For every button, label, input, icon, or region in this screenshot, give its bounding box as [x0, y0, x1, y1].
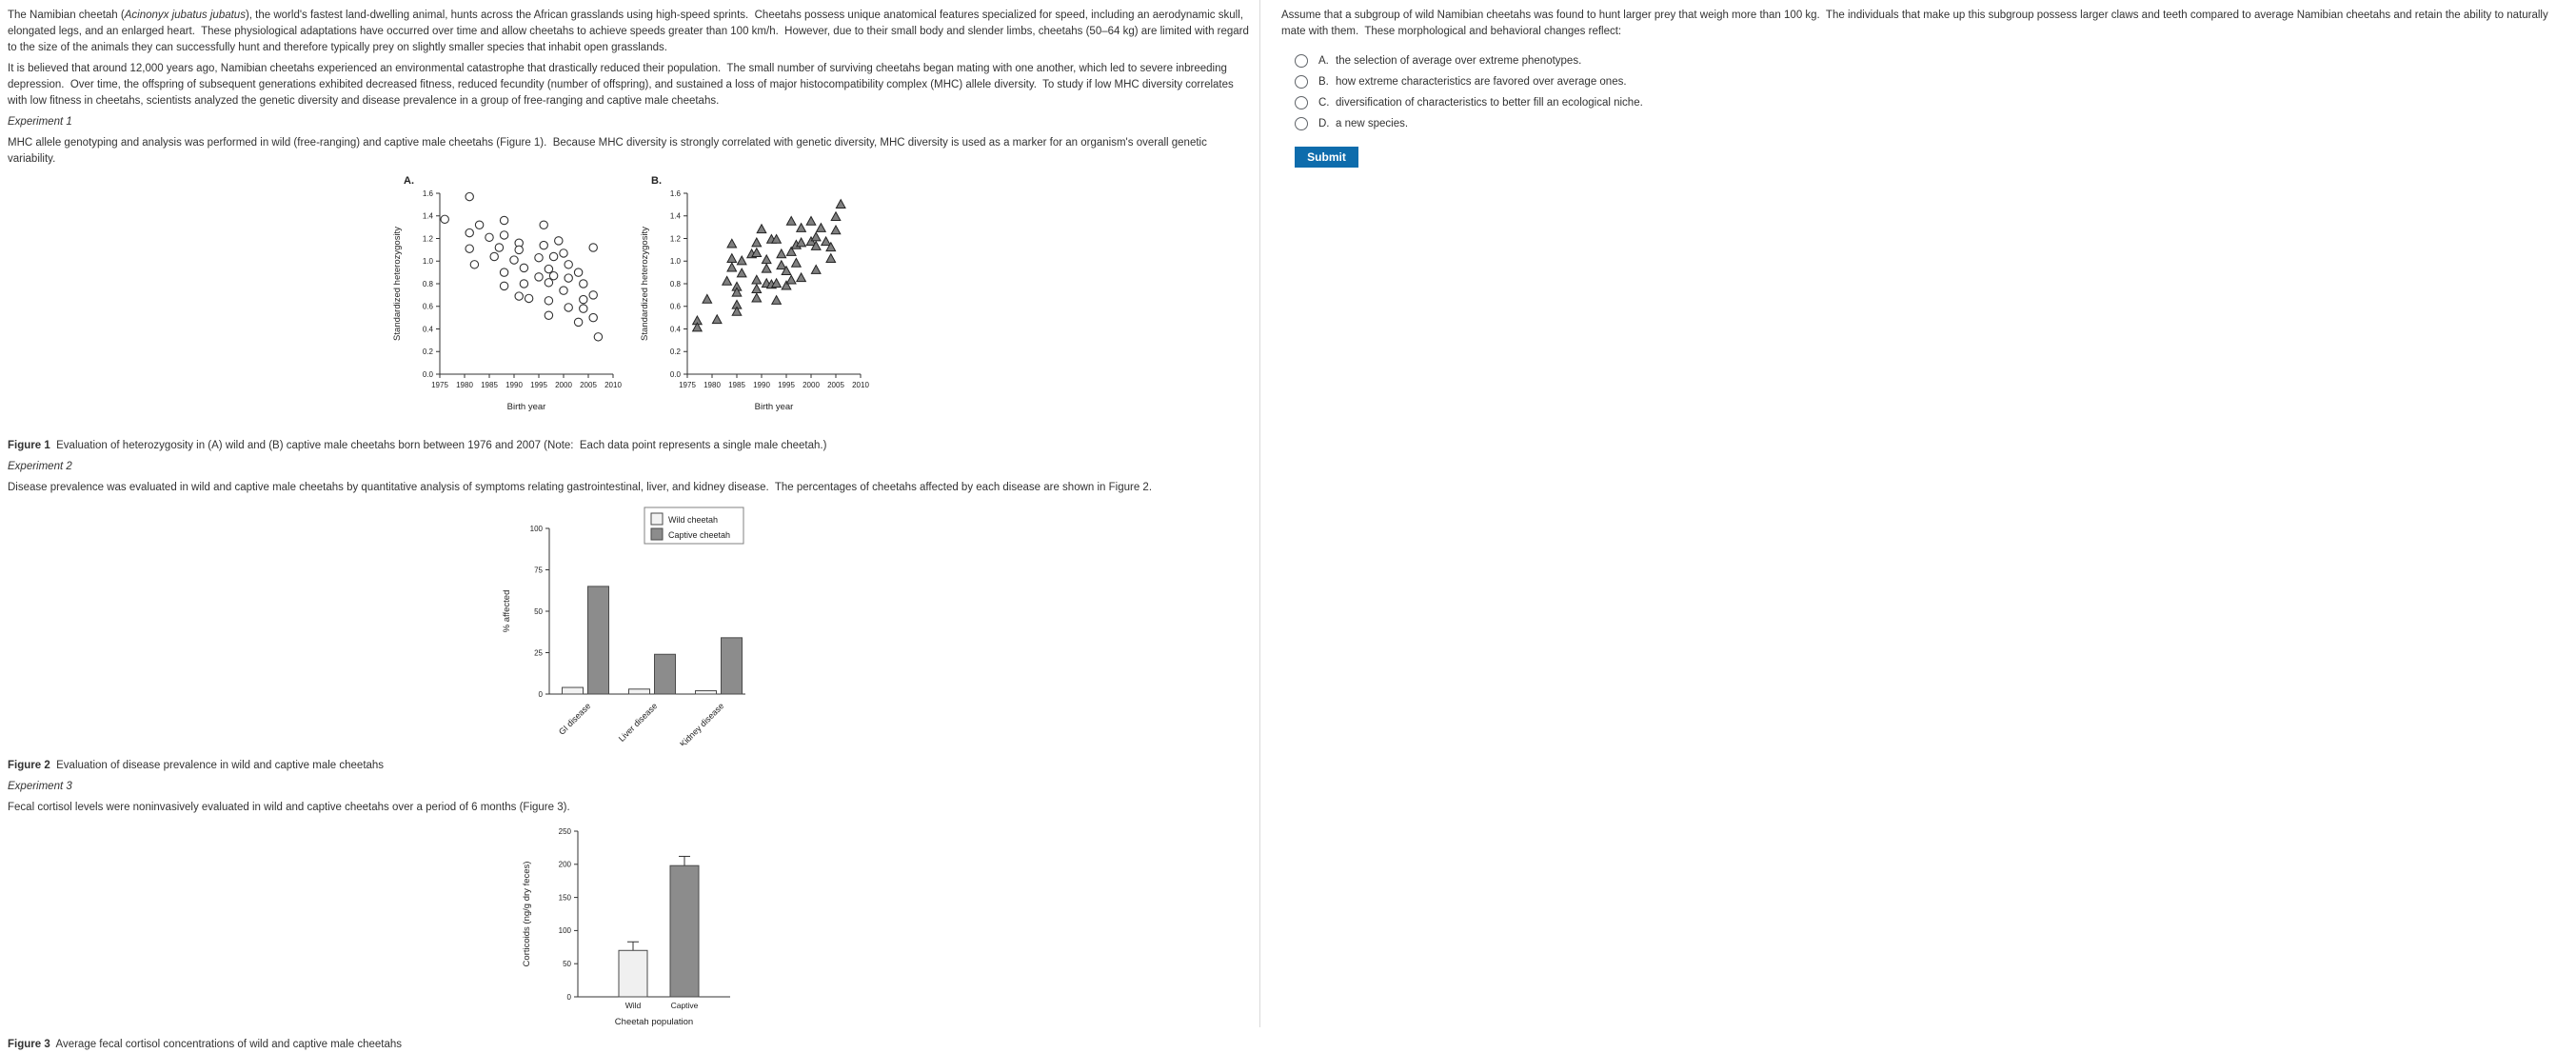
svg-text:0.6: 0.6: [422, 302, 433, 311]
svg-text:1975: 1975: [430, 381, 448, 389]
experiment-3-label: Experiment 3: [8, 781, 72, 792]
svg-text:1985: 1985: [480, 381, 498, 389]
option-d-radio[interactable]: [1295, 117, 1308, 130]
svg-text:1990: 1990: [752, 381, 770, 389]
svg-text:2010: 2010: [604, 381, 622, 389]
svg-text:2000: 2000: [802, 381, 820, 389]
figure-3-caption-text: Average fecal cortisol concentrations of wild and captive male cheetahs: [50, 1039, 403, 1050]
option-c-radio[interactable]: [1295, 96, 1308, 109]
svg-text:0: 0: [538, 689, 543, 699]
svg-text:Kidney disease: Kidney disease: [677, 701, 725, 745]
figure-1: [8, 172, 1250, 419]
svg-text:Birth year: Birth year: [506, 402, 545, 412]
svg-text:0.0: 0.0: [422, 369, 433, 379]
svg-text:1.4: 1.4: [422, 211, 433, 221]
svg-text:Wild: Wild: [624, 1001, 642, 1010]
passage-panel: [0, 0, 1260, 1050]
figure3-bar-chart: [517, 824, 741, 1032]
svg-text:1975: 1975: [678, 381, 696, 389]
figure-2-caption: [8, 758, 1250, 774]
svg-text:0.8: 0.8: [669, 279, 681, 288]
svg-text:1980: 1980: [455, 381, 473, 389]
svg-text:Liver disease: Liver disease: [616, 701, 659, 744]
figure-1-caption-label: Figure 1: [8, 440, 50, 451]
passage-paragraph-2: It is believed that around 12,000 years ago, Namibian cheetahs experienced an environmental catastrophe that drastically reduced their population. The small number of surviving cheetahs began mating with one another, which led to severe inbreeding depression. Over time, the offspring of subsequent generations exhibited decreased fitness, reduced fecundity (number of offspring), and sustained a loss of major histocompatibility complex (MHC) allele diversity. To study if low MHC diversity correlates with low fitness in cheetahs, scientists analyzed the genetic diversity and disease prevalence in a group of free-ranging and captive male cheetahs.: [8, 63, 1237, 107]
svg-text:1.2: 1.2: [422, 234, 433, 244]
svg-text:Captive cheetah: Captive cheetah: [667, 530, 730, 540]
submit-button[interactable]: Submit: [1295, 147, 1358, 168]
passage-p1-after: ), the world's fastest land-dwelling animal, hunts across the African grasslands using high-speed sprints. Cheetahs possess unique anatomical features specialized for speed, including an aerodynamic skull, elongated legs, and an enlarged heart. These physiological adaptations have occurred over time and allow cheetahs to achieve speeds greater than 100 km/h. However, due to their small body and slender limbs, cheetahs (50–64 kg) are limited with regard to the size of the animals they can successfully hunt and therefore typically prey on slightly smaller species that inhabit open grasslands.: [8, 10, 1253, 53]
figure-3-caption-label: Figure 3: [8, 1039, 50, 1050]
svg-text:0.4: 0.4: [669, 325, 681, 334]
svg-text:1990: 1990: [505, 381, 523, 389]
figure1-panel-b-scatter-chart: [636, 172, 870, 419]
svg-text:Standardized heterozygosity: Standardized heterozygosity: [639, 227, 650, 341]
figure-2: [8, 506, 1250, 750]
option-a-letter: A.: [1318, 54, 1329, 67]
question-text: Assume that a subgroup of wild Namibian cheetahs was found to hunt larger prey that weigh more than 100 kg. The individuals that make up this subgroup possess larger claws and teeth compared to average Namibian cheetahs and retain the ability to naturally mate with them. These morphological and behavioral changes reflect:: [1281, 10, 2551, 38]
figure1-panel-a-scatter-chart: [388, 172, 623, 419]
svg-text:Corticoids (ng/g dry feces): Corticoids (ng/g dry feces): [522, 861, 532, 967]
svg-text:150: 150: [558, 893, 571, 903]
svg-text:2010: 2010: [851, 381, 869, 389]
svg-text:1985: 1985: [727, 381, 745, 389]
question-panel: [1261, 0, 2576, 1027]
svg-text:100: 100: [529, 524, 543, 533]
option-c: [1295, 96, 2570, 109]
svg-text:0.8: 0.8: [422, 279, 433, 288]
svg-text:0.4: 0.4: [422, 325, 433, 334]
svg-text:Cheetah population: Cheetah population: [614, 1017, 694, 1027]
svg-text:1995: 1995: [777, 381, 795, 389]
svg-text:1.2: 1.2: [669, 234, 681, 244]
experiment-2-label: Experiment 2: [8, 461, 72, 472]
svg-text:2005: 2005: [826, 381, 844, 389]
svg-text:0.2: 0.2: [422, 348, 433, 357]
svg-text:2005: 2005: [579, 381, 597, 389]
passage-paragraph-4: Disease prevalence was evaluated in wild and captive male cheetahs by quantitative analysis of symptoms relating gastrointestinal, liver, and kidney disease. The percentages of cheetahs affected by each disease are shown in Figure 2.: [8, 482, 1153, 493]
svg-text:A.: A.: [403, 175, 414, 187]
option-d: [1295, 117, 2570, 130]
option-a-text: the selection of average over extreme phenotypes.: [1336, 54, 1582, 67]
option-c-text: diversification of characteristics to better fill an ecological niche.: [1336, 96, 1643, 109]
svg-text:200: 200: [558, 860, 571, 869]
figure-2-caption-label: Figure 2: [8, 760, 50, 771]
svg-text:0.6: 0.6: [669, 302, 681, 311]
svg-text:2000: 2000: [554, 381, 572, 389]
option-a: [1295, 54, 2570, 68]
figure-2-caption-text: Evaluation of disease prevalence in wild and captive male cheetahs: [50, 760, 385, 771]
svg-text:50: 50: [563, 960, 571, 968]
svg-text:1980: 1980: [703, 381, 721, 389]
svg-text:Captive: Captive: [670, 1001, 699, 1010]
svg-text:1.0: 1.0: [669, 257, 681, 267]
svg-text:0: 0: [566, 992, 571, 1002]
option-b-text: how extreme characteristics are favored over average ones.: [1336, 75, 1627, 88]
option-c-letter: C.: [1318, 96, 1330, 109]
passage-paragraph-5: Fecal cortisol levels were noninvasively evaluated in wild and captive cheetahs over a period of 6 months (Figure 3).: [8, 802, 570, 813]
svg-text:75: 75: [533, 566, 543, 575]
option-d-letter: D.: [1318, 117, 1330, 129]
svg-text:1.0: 1.0: [422, 257, 433, 267]
option-b: [1295, 75, 2570, 89]
option-d-text: a new species.: [1336, 117, 1409, 129]
svg-text:Wild cheetah: Wild cheetah: [667, 515, 718, 525]
svg-text:1995: 1995: [529, 381, 547, 389]
figure-1-caption-text: Evaluation of heterozygosity in (A) wild and (B) captive male cheetahs born between 1976 and 2007 (Note: Each data point represents a single male cheetah.): [50, 440, 827, 451]
option-a-radio[interactable]: [1295, 54, 1308, 68]
passage-paragraph-1: [8, 8, 1253, 56]
svg-text:0.2: 0.2: [669, 348, 681, 357]
option-b-letter: B.: [1318, 75, 1329, 88]
passage-p1-before: The Namibian cheetah (: [8, 10, 125, 21]
svg-text:1.6: 1.6: [422, 189, 433, 198]
svg-text:1.6: 1.6: [669, 189, 681, 198]
svg-text:100: 100: [558, 926, 571, 936]
experiment-1-label: Experiment 1: [8, 116, 72, 128]
svg-text:GI disease: GI disease: [556, 701, 592, 737]
figure-3-caption: [8, 1037, 1250, 1053]
svg-text:Birth year: Birth year: [754, 402, 793, 412]
species-name: Acinonyx jubatus jubatus: [124, 10, 246, 21]
figure-3: [8, 824, 1250, 1032]
svg-text:250: 250: [558, 826, 571, 836]
svg-text:% affected: % affected: [501, 589, 512, 633]
svg-text:Standardized heterozygosity: Standardized heterozygosity: [391, 227, 403, 341]
svg-text:1.4: 1.4: [669, 211, 681, 221]
svg-text:50: 50: [533, 606, 543, 616]
option-b-radio[interactable]: [1295, 75, 1308, 89]
passage-paragraph-3: MHC allele genotyping and analysis was performed in wild (free-ranging) and captive male cheetahs (Figure 1). Because MHC diversity is strongly correlated with genetic diversity, MHC diversity is used as a marker for an organism's overall genetic variability.: [8, 137, 1211, 165]
svg-text:0.0: 0.0: [669, 369, 681, 379]
figure2-bar-chart: [496, 506, 763, 750]
svg-text:25: 25: [533, 648, 543, 658]
figure-1-caption: [8, 438, 1250, 454]
svg-text:B.: B.: [650, 175, 662, 187]
answer-options: [1295, 54, 2570, 130]
